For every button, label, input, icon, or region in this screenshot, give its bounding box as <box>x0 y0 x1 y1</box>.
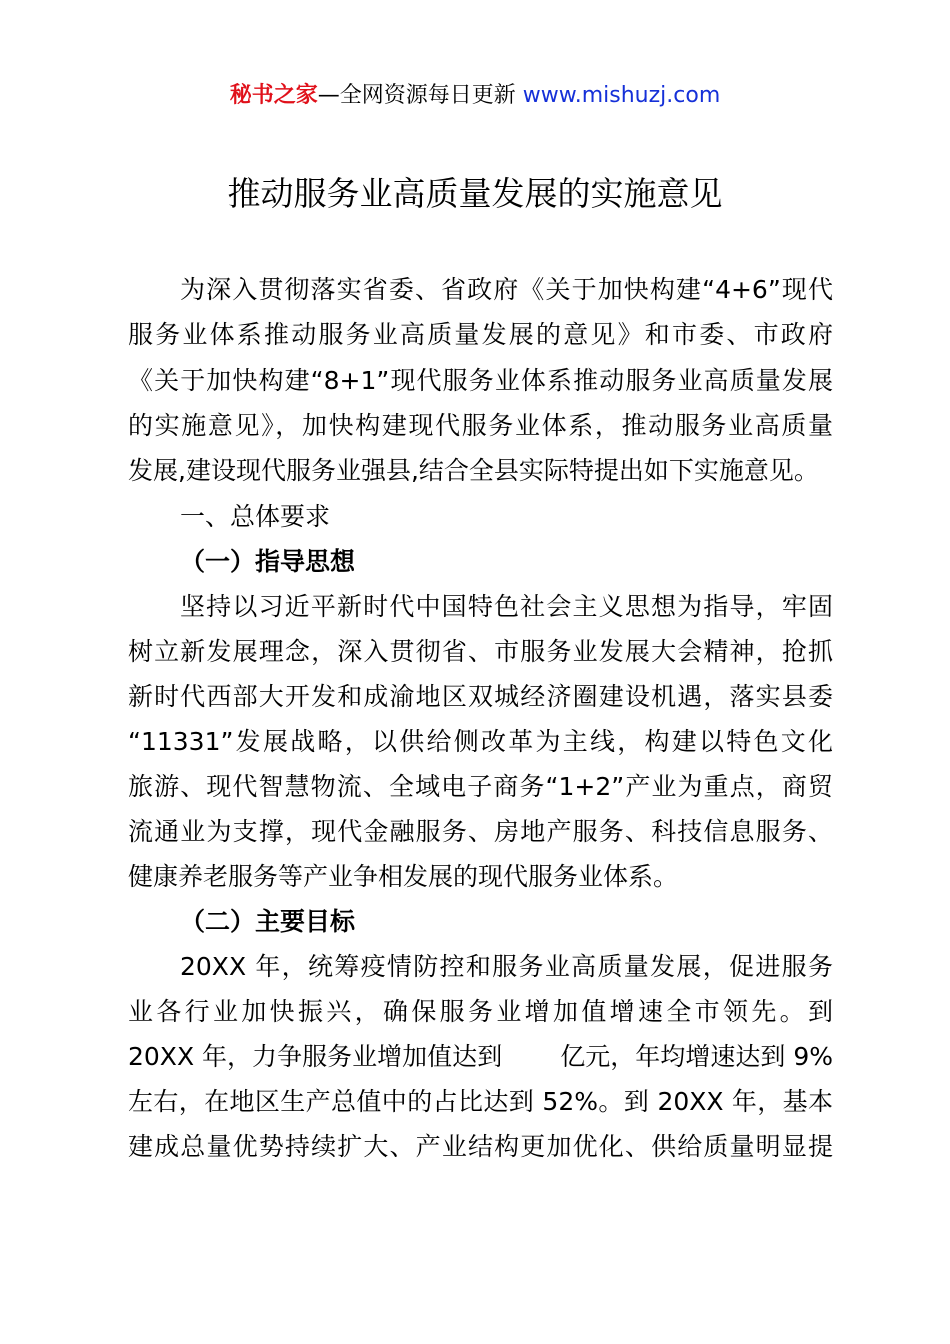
paragraph-line: 的实施意见》，加快构建现代服务业体系，推动服务业高质量 <box>128 411 833 440</box>
paragraph-line: 业各行业加快振兴，确保服务业增加值增速全市领先。到 <box>128 997 833 1026</box>
target-text-b: 亿元，年均增速达到 9% <box>560 1042 833 1071</box>
site-brand: 秘书之家 <box>229 83 318 108</box>
paragraph-line: 《关于加快构建“8+1”现代服务业体系推动服务业高质量发展 <box>128 366 833 395</box>
paragraph-line: 流通业为支撑，现代金融服务、房地产服务、科技信息服务、 <box>128 817 833 846</box>
paragraph-line: 旅游、现代智慧物流、全域电子商务“1+2”产业为重点，商贸 <box>128 772 833 801</box>
paragraph-line: 建成总量优势持续扩大、产业结构更加优化、供给质量明显提 <box>128 1132 833 1161</box>
paragraph-line: 服务业体系推动服务业高质量发展的意见》和市委、市政府 <box>128 320 833 349</box>
paragraph-line: 为深入贯彻落实省委、省政府《关于加快构建“4+6”现代 <box>180 275 833 304</box>
subsection-heading: （一）指导思想 <box>180 547 356 576</box>
site-tagline: —全网资源每日更新 <box>317 83 516 108</box>
site-url-link[interactable]: www.mishuzj.com <box>522 83 721 108</box>
paragraph-line: 左右，在地区生产总值中的占比达到 52%。到 20XX 年，基本 <box>128 1087 833 1116</box>
paragraph-line: 坚持以习近平新时代中国特色社会主义思想为指导，牢固 <box>180 592 833 621</box>
paragraph-line: 新时代西部大开发和成渝地区双城经济圈建设机遇，落实县委 <box>128 682 833 711</box>
paragraph-line <box>128 1039 833 1075</box>
paragraph-line: 树立新发展理念，深入贯彻省、市服务业发展大会精神，抢抓 <box>128 637 833 666</box>
target-text-a: 20XX 年，力争服务业增加值达到 <box>128 1042 503 1071</box>
site-header <box>0 80 950 112</box>
paragraph-line: 健康养老服务等产业争相发展的现代服务业体系。 <box>128 862 679 891</box>
paragraph-line: 发展,建设现代服务业强县,结合全县实际特提出如下实施意见。 <box>128 456 819 485</box>
paragraph-line: 20XX 年，统筹疫情防控和服务业高质量发展，促进服务 <box>180 952 833 981</box>
subsection-heading: （二）主要目标 <box>180 907 356 936</box>
paragraph-line: “11331”发展战略，以供给侧改革为主线，构建以特色文化 <box>128 727 833 756</box>
document-title: 推动服务业高质量发展的实施意见 <box>227 174 723 213</box>
section-heading: 一、总体要求 <box>180 502 331 531</box>
